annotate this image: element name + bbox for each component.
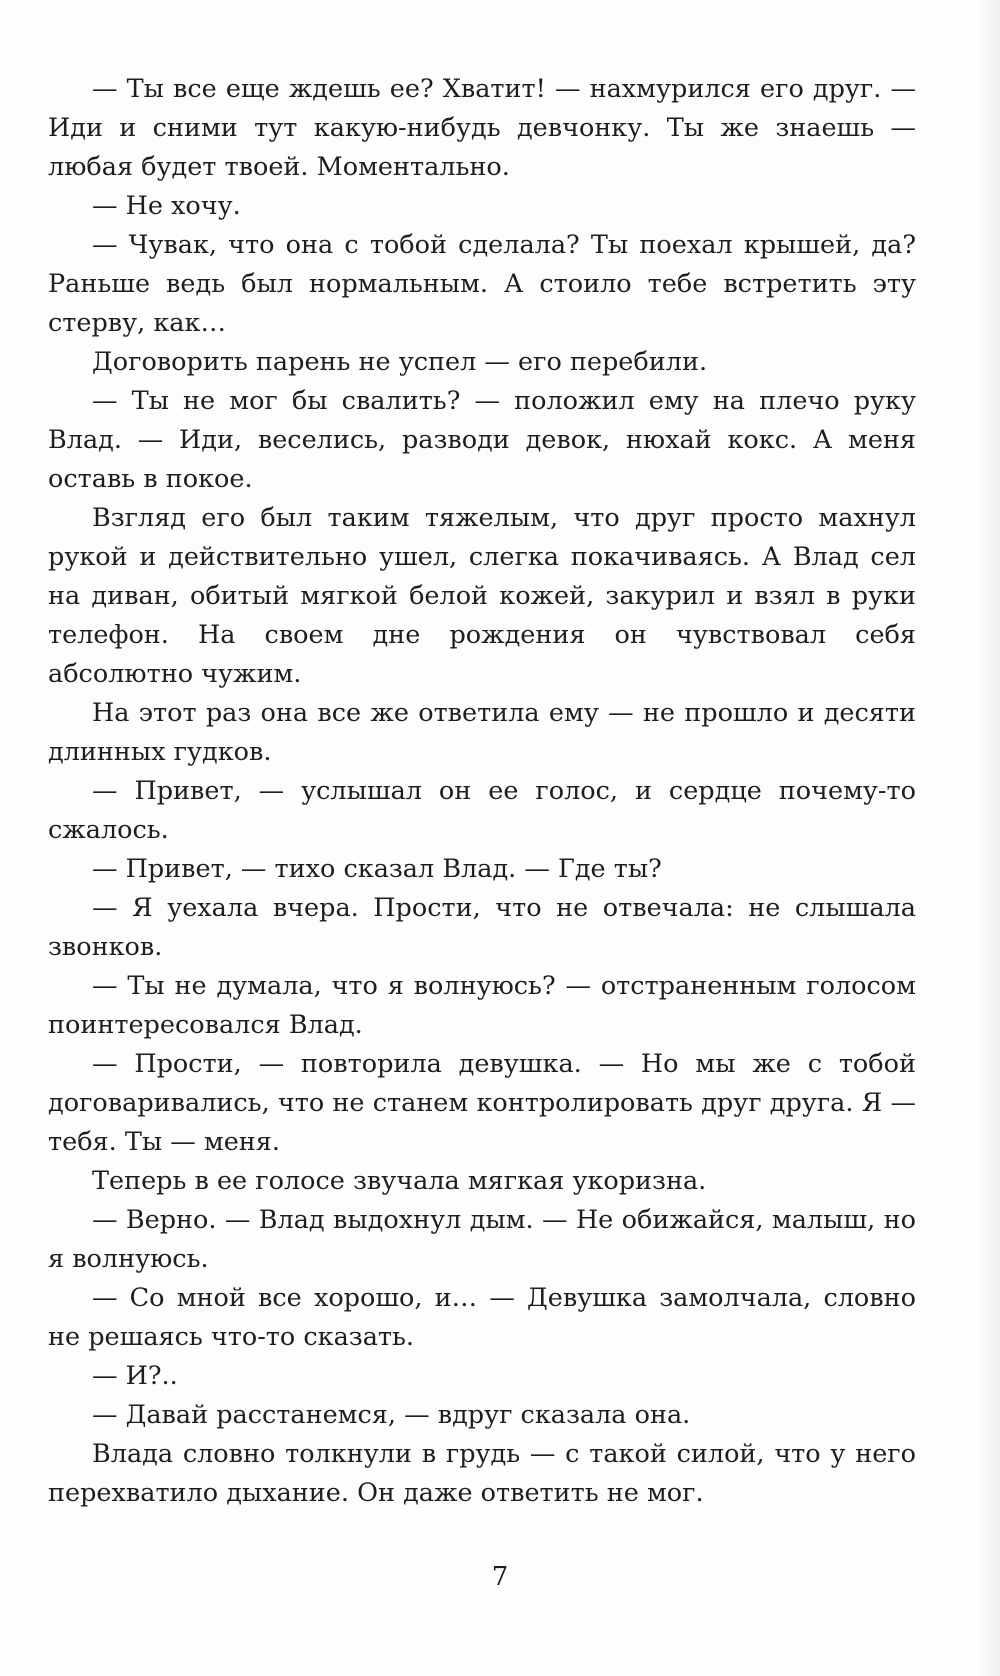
paragraph: — Я уехала вчера. Прости, что не отвечала: не слышала звонков. [48,893,916,962]
paragraph: Договорить парень не успел — его перебили. [92,347,708,377]
paragraph: Теперь в ее голосе звучала мягкая укоризна. [92,1166,707,1196]
paragraph: — Привет, — услышал он ее голос, и сердце почему-то сжалось. [48,776,916,845]
paragraph: — Ты все еще ждешь ее? Хватит! — нахмурился его друг. — Иди и сними тут какую-нибудь девчонку. Ты же знаешь — любая будет твоей. Моментально. [48,74,916,182]
paragraph: — Чувак, что она с тобой сделала? Ты поехал крышей, да? Раньше ведь был нормальным. А стоило тебе встретить эту стерву, как… [48,230,916,338]
paragraph: Влада словно толкнули в грудь — с такой силой, что у него перехватило дыхание. Он даже ответить не мог. [48,1439,916,1508]
page-edge-shadow [976,0,1000,1676]
paragraph: — Не хочу. [92,191,241,221]
body-text [48,70,916,1513]
paragraph: На этот раз она все же ответила ему — не прошло и десяти длинных гудков. [48,698,916,767]
paragraph: — Давай расстанемся, — вдруг сказала она. [92,1400,691,1430]
paragraph: — Со мной все хорошо, и… — Девушка замолчала, словно не решаясь что-то сказать. [48,1283,916,1352]
paragraph: — Ты не мог бы свалить? — положил ему на плечо руку Влад. — Иди, веселись, разводи девок, нюхай кокс. А меня оставь в покое. [48,386,916,494]
paragraph: — И?.. [92,1361,178,1391]
paragraph: Взгляд его был таким тяжелым, что друг просто махнул рукой и действительно ушел, слегка покачиваясь. А Влад сел на диван, обитый мягкой белой кожей, закурил и взял в руки телефон. На своем дне рождения он чувствовал себя абсолютно чужим. [48,503,916,689]
paragraph: — Прости, — повторила девушка. — Но мы же с тобой договаривались, что не станем контролировать друг друга. Я — тебя. Ты — меня. [48,1049,916,1157]
paragraph: — Привет, — тихо сказал Влад. — Где ты? [92,854,662,884]
paragraph: — Ты не думала, что я волнуюсь? — отстраненным голосом поинтересовался Влад. [48,971,916,1040]
paragraph: — Верно. — Влад выдохнул дым. — Не обижайся, малыш, но я волнуюсь. [48,1205,916,1274]
page-number: 7 [491,1562,509,1592]
